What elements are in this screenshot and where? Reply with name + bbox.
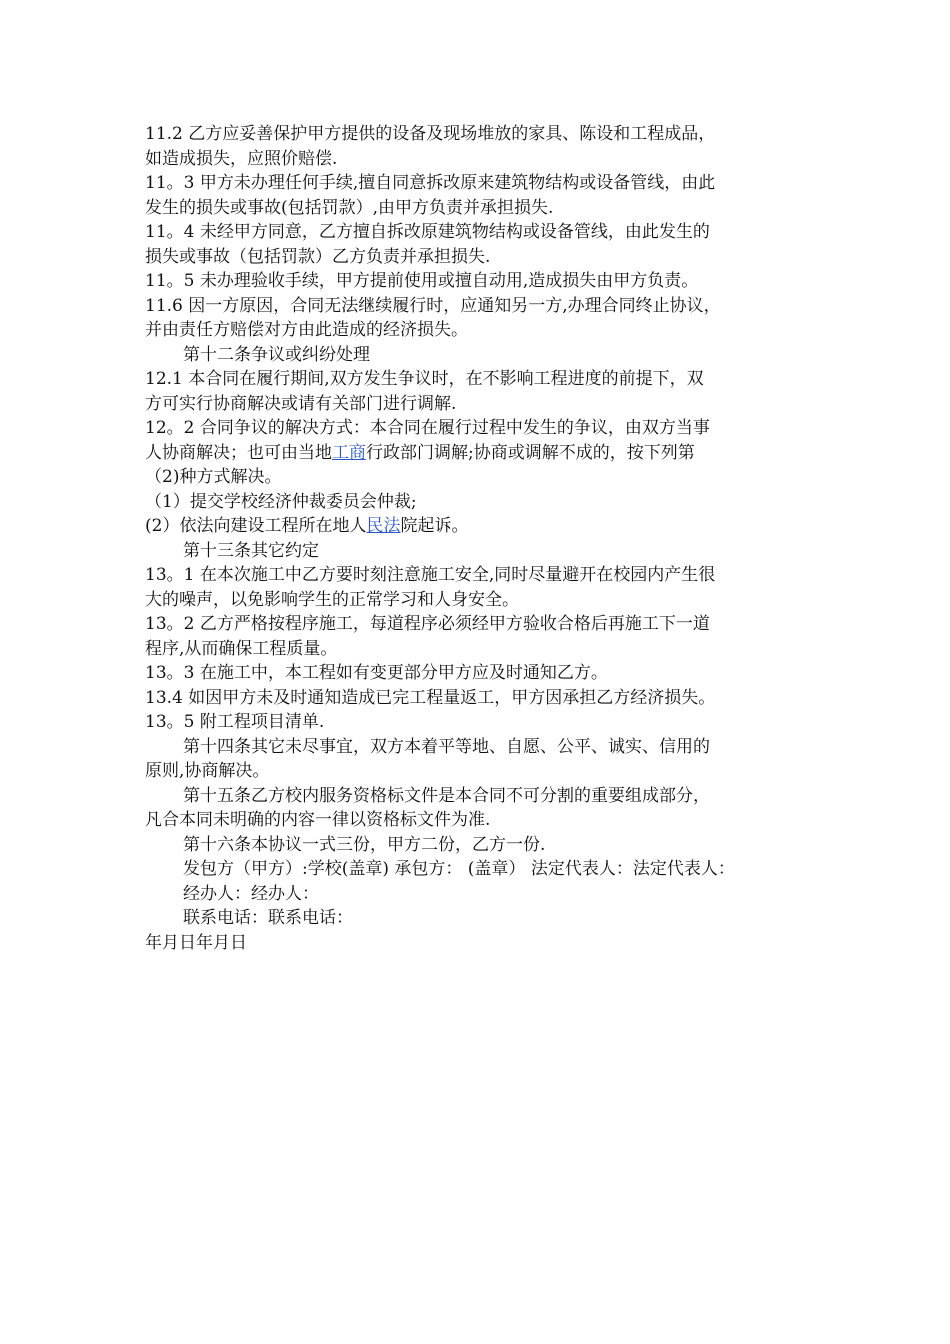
- text-line: 11。3 甲方未办理任何手续,擅自同意拆改原来建筑物结构或设备管线，由此: [145, 173, 716, 193]
- text-line: 经办人：经办人：: [183, 883, 319, 904]
- text-line: 11.6 因一方原因，合同无法继续履行时，应通知另一方,办理合同终止协议，: [145, 295, 721, 316]
- text-line: 第十五条乙方校内服务资格标文件是本合同不可分割的重要组成部分，: [183, 785, 710, 806]
- text-line: 发包方（甲方）:学校(盖章) 承包方： (盖章） 法定代表人：法定代表人：: [183, 859, 735, 879]
- text-line: 12.1 本合同在履行期间,双方发生争议时，在不影响工程进度的前提下，双: [145, 369, 704, 389]
- text-line: 年月日年月日: [145, 932, 247, 953]
- text-line: 13。1 在本次施工中乙方要时刻注意施工安全,同时尽量避开在校园内产生很: [145, 565, 716, 585]
- text-line: 13.4 如因甲方未及时通知造成已完工程量返工，甲方因承担乙方经济损失。: [145, 687, 716, 708]
- text-line: 11。4 未经甲方同意，乙方擅自拆改原建筑物结构或设备管线，由此发生的: [145, 222, 710, 242]
- text-line: 11。5 未办理验收手续，甲方提前使用或擅自动用,造成损失由甲方负责。: [145, 271, 699, 291]
- document-body: [145, 122, 810, 955]
- text-line: 发生的损失或事故(包括罚款）,由甲方负责并承担损失.: [145, 197, 554, 218]
- text-line: [145, 514, 810, 539]
- text-line: 13。5 附工程项目清单.: [145, 712, 325, 732]
- text-line: 损失或事故（包括罚款）乙方负责并承担损失.: [145, 246, 491, 267]
- text-segment: 行政部门调解;协商或调解不成的，按下列第: [366, 442, 695, 463]
- text-line: 第十四条其它未尽事宜，双方本着平等地、自愿、公平、诚实、信用的: [183, 736, 710, 757]
- text-line: 11.2 乙方应妥善保护甲方提供的设备及现场堆放的家具、陈设和工程成品，: [145, 124, 716, 144]
- text-segment: 院起诉。: [400, 516, 469, 536]
- text-line: 方可实行协商解决或请有关部门进行调解.: [145, 393, 457, 414]
- text-line: （2)种方式解决。: [145, 467, 282, 487]
- text-line: [145, 441, 810, 466]
- text-line: 原则,协商解决。: [145, 761, 270, 781]
- hyperlink[interactable]: 工商: [332, 442, 366, 463]
- text-line: （1）提交学校经济仲裁委员会仲裁;: [145, 491, 417, 512]
- text-line: 凡合本同未明确的内容一律以资格标文件为准.: [145, 810, 491, 830]
- text-segment: 人协商解决；也可由当地: [145, 442, 332, 463]
- text-line: 第十三条其它约定: [183, 540, 319, 561]
- text-line: 程序,从而确保工程质量。: [145, 638, 338, 659]
- text-line: 联系电话：联系电话：: [183, 908, 353, 928]
- text-line: 第十六条本协议一式三份，甲方二份，乙方一份.: [183, 834, 546, 855]
- text-line: 13。3 在施工中，本工程如有变更部分甲方应及时通知乙方。: [145, 663, 608, 683]
- text-line: 如造成损失，应照价赔偿.: [145, 148, 338, 169]
- text-line: 并由责任方赔偿对方由此造成的经济损失。: [145, 320, 468, 340]
- text-segment: (2）依法向建设工程所在地人: [145, 516, 367, 536]
- text-line: 大的噪声，以免影响学生的正常学习和人身安全。: [145, 589, 519, 610]
- text-line: 第十二条争议或纠纷处理: [183, 344, 370, 365]
- hyperlink[interactable]: 民法: [366, 516, 401, 536]
- text-line: 13。2 乙方严格按程序施工，每道程序必须经甲方验收合格后再施工下一道: [145, 614, 710, 634]
- text-line: 12。2 合同争议的解决方式：本合同在履行过程中发生的争议，由双方当事: [145, 418, 710, 438]
